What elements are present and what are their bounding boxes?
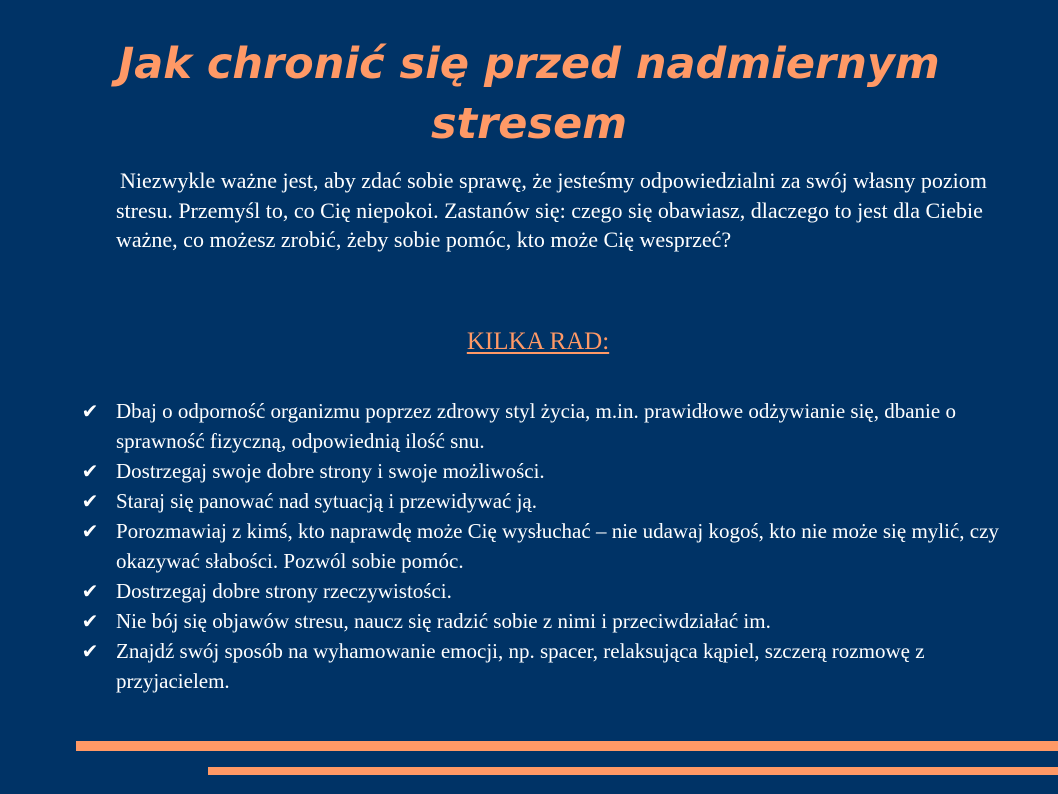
- tip-text: Staraj się panować nad sytuacją i przewidywać ją.: [116, 489, 537, 513]
- decorative-bar-bottom: [208, 767, 1058, 775]
- check-icon: ✔: [81, 519, 99, 543]
- tip-text: Dbaj o odporność organizmu poprzez zdrowy styl życia, m.in. prawidłowe odżywianie się, dbanie o sprawność fizyczną, odpowiednią ilość snu.: [116, 399, 956, 453]
- decorative-bar-top: [76, 741, 1058, 751]
- tip-text: Dostrzegaj dobre strony rzeczywistości.: [116, 579, 452, 603]
- check-icon: ✔: [81, 609, 99, 633]
- tips-list: [76, 396, 1006, 696]
- check-icon: ✔: [81, 459, 99, 483]
- list-item: [76, 396, 1006, 456]
- list-item: [76, 606, 1006, 636]
- list-item: [76, 576, 1006, 606]
- tip-text: Porozmawiaj z kimś, kto naprawdę może Cię wysłuchać – nie udawaj kogoś, kto nie może się mylić, czy okazywać słabości. Pozwól sobie pomóc.: [116, 519, 999, 573]
- list-item: [76, 516, 1006, 576]
- check-icon: ✔: [81, 399, 99, 423]
- check-icon: ✔: [81, 489, 99, 513]
- check-icon: ✔: [81, 639, 99, 663]
- tip-text: Dostrzegaj swoje dobre strony i swoje możliwości.: [116, 459, 545, 483]
- tip-text: Znajdź swój sposób na wyhamowanie emocji, np. spacer, relaksująca kąpiel, szczerą rozmowę z przyjacielem.: [116, 639, 925, 693]
- intro-paragraph: Niezwykle ważne jest, aby zdać sobie sprawę, że jesteśmy odpowiedzialni za swój własny poziom stresu. Przemyśl to, co Cię niepokoi. Zastanów się: czego się obawiasz, dlaczego to jest dla Ciebie ważne, co możesz zrobić, żeby sobie pomóc, kto może Cię wesprzeć?: [116, 168, 987, 252]
- list-item: [76, 486, 1006, 516]
- list-item: [76, 456, 1006, 486]
- tips-heading: KILKA RAD:: [466, 328, 610, 355]
- check-icon: ✔: [81, 579, 99, 603]
- list-item: [76, 636, 1006, 696]
- tip-text: Nie bój się objawów stresu, naucz się radzić sobie z nimi i przeciwdziałać im.: [116, 609, 771, 633]
- slide-title: Jak chronić się przed nadmiernym stresem: [118, 39, 940, 149]
